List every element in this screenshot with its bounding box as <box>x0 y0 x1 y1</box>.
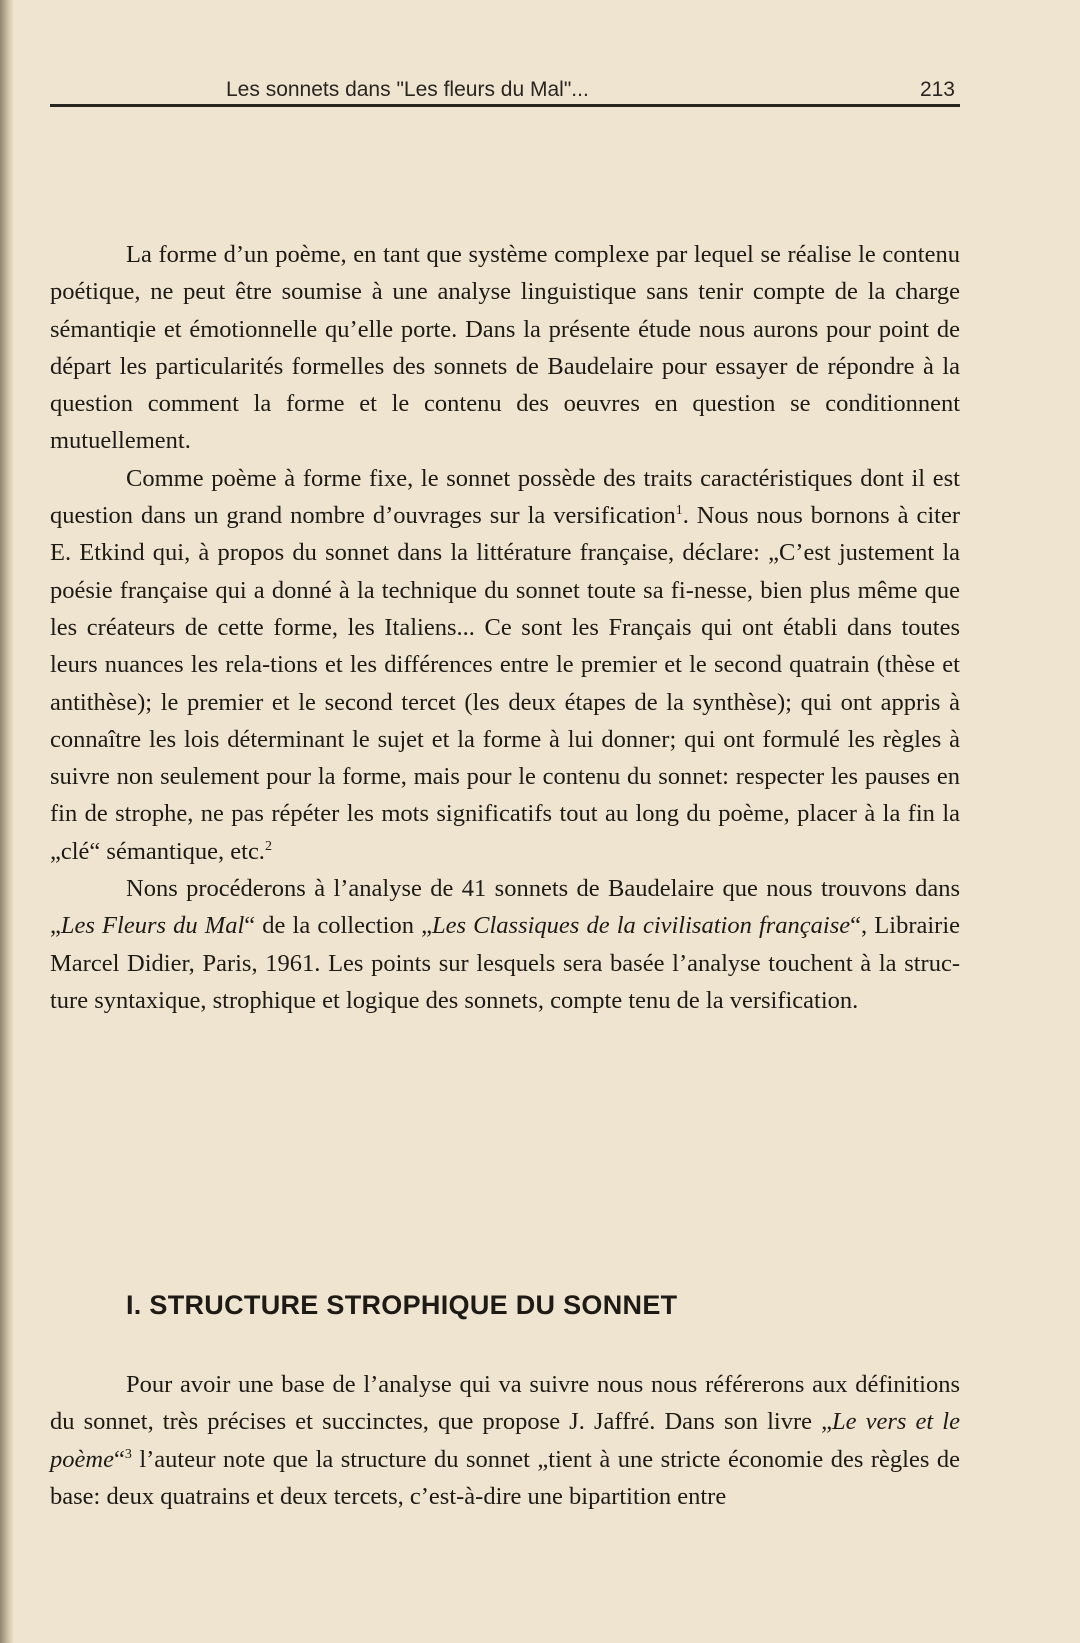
paragraph-sonnet-definition <box>50 460 960 870</box>
page-number: 213 <box>919 78 955 101</box>
paragraph-jaffre-definition <box>50 1366 960 1515</box>
running-title: Les sonnets dans "Les fleurs du Mal"... <box>226 78 589 101</box>
paragraph-text: l’auteur note que la structure du sonnet „tient à une stricte économie des règles de base: deux quatrains et deux tercets, c’est-à-dire une bipartition entre <box>50 1445 960 1510</box>
paragraph-text: “, Librairie Marcel Didier, Paris, 1961. Les points sur lesquels sera basée l’analyse touchent à la struc-ture syntaxique, strophique et logique des sonnets, compte tenu de la versification. <box>50 912 960 1014</box>
footnote-marker-1: 1 <box>675 502 683 518</box>
section-body-text <box>50 1366 960 1515</box>
paragraph-text: Nons procéderons à l’analyse de 41 sonnets de Baudelaire que nous trouvons dans „ <box>50 875 960 940</box>
footnote-marker-3: 3 <box>124 1446 132 1462</box>
book-title-fleurs-du-mal: Les Fleurs du Mal <box>60 912 245 940</box>
section-heading: I. STRUCTURE STROPHIQUE DU SONNET <box>126 1290 678 1320</box>
running-header <box>50 74 960 104</box>
paragraph-text: La forme d’un poème, en tant que système complexe par lequel se réalise le contenu poétique, ne peut être soumise à une analyse linguistique sans tenir compte de la charge sémantiqie et émotionnelle qu’elle porte. Dans la présente étude nous aurons pour point de départ les particularités formelles des sonnets de Baudelaire pour essayer de répondre à la question comment la forme et le contenu des oeuvres en question se conditionnent mutuellement. <box>50 241 960 455</box>
footnote-marker-2: 2 <box>264 838 272 854</box>
paragraph-corpus <box>50 870 960 1019</box>
paragraph-introduction <box>50 236 960 460</box>
paragraph-text: Comme poème à forme fixe, le sonnet possède des traits caractéristiques dont il est question dans un grand nombre d’ouvrages sur la versification <box>50 464 960 530</box>
body-text <box>50 236 960 1019</box>
paragraph-text: “ de la collection „ <box>244 912 432 940</box>
header-rule <box>50 104 960 107</box>
paragraph-text: Pour avoir une base de l’analyse qui va suivre nous nous référerons aux définitions du sonnet, très précises et succinctes, que propose J. Jaffré. Dans son livre „ <box>50 1371 960 1436</box>
collection-title: Les Classiques de la civilisation française <box>431 912 851 940</box>
book-title-vers-et-poeme: Le vers et le poème <box>50 1408 960 1473</box>
page-edge-shadow <box>0 0 14 1643</box>
paragraph-text: “ <box>113 1445 125 1473</box>
paragraph-text: . Nous nous bornons à citer E. Etkind qui, à propos du sonnet dans la littérature française, déclare: „C’est justement la poésie française qui a donné à la technique du sonnet toute sa fi-nesse, bien plus même que les créateurs de cette forme, les Italiens... Ce sont les Français qui ont établi dans toutes leurs nuances les rela-tions et les différences entre le premier et le second quatrain (thèse et antithèse); le premier et le second tercet (les deux étapes de la synthèse); qui ont appris à connaître les lois déterminant le sujet et la forme à lui donner; qui ont formulé les règles à suivre non seulement pour la forme, mais pour le contenu du sonnet: respecter les pauses en fin de strophe, ne pas répéter les mots significatifs tout au long du poème, placer à la fin la „clé“ sémantique, etc. <box>50 502 960 865</box>
